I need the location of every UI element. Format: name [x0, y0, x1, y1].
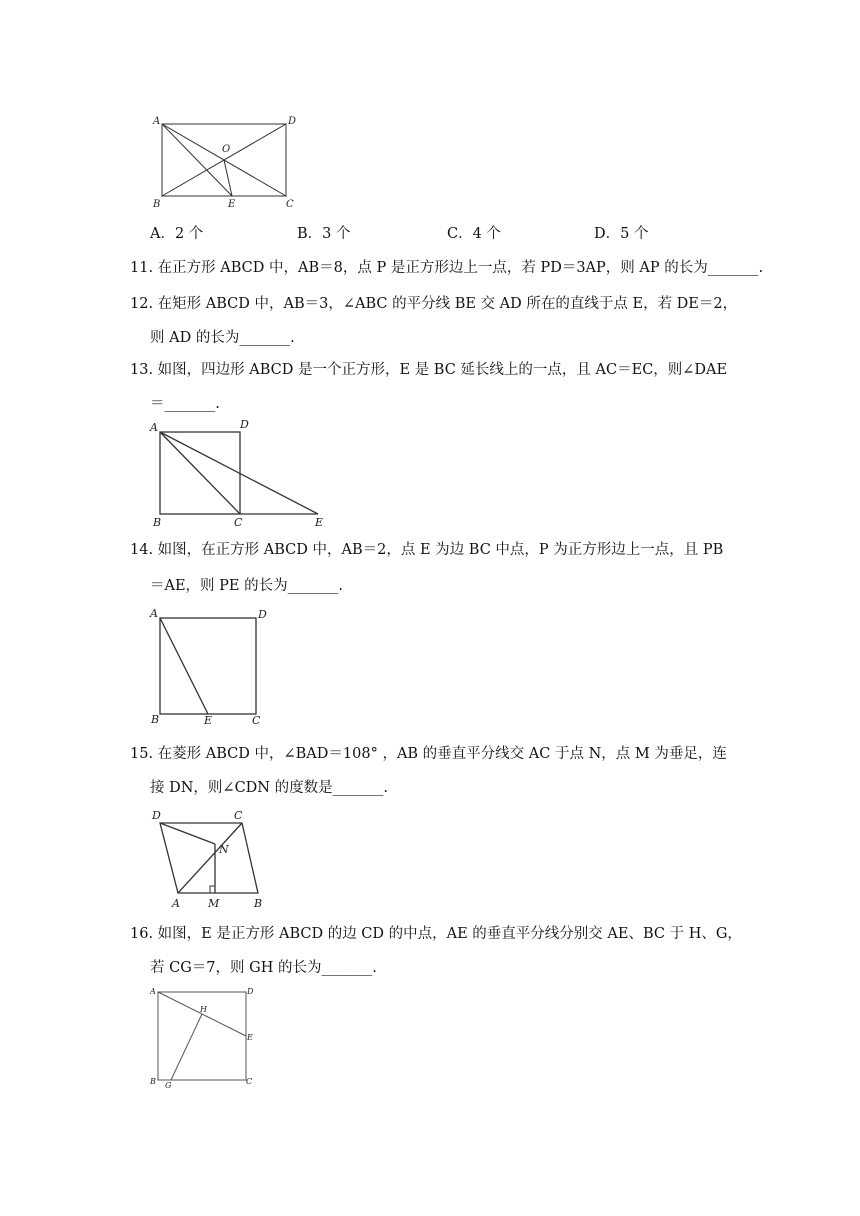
label-g: G: [165, 1081, 172, 1090]
question-16-line-2: 若 CG＝7，则 GH 的长为_______.: [150, 960, 377, 976]
segment-oe: [224, 160, 232, 196]
choice-b: B．3 个: [297, 226, 351, 242]
question-15-line-2: 接 DN，则∠CDN 的度数是_______.: [150, 780, 388, 796]
label-e: E: [228, 199, 236, 210]
label-a: A: [150, 421, 158, 434]
diagonal-ac: [160, 432, 240, 514]
question-14-line-2: ＝AE，则 PE 的长为_______.: [150, 578, 343, 594]
label-a: A: [153, 116, 161, 127]
label-e: E: [247, 1033, 253, 1042]
figure-square-extended: [148, 418, 338, 533]
question-15-line-1: 15. 在菱形 ABCD 中，∠BAD＝108° ，AB 的垂直平分线交 AC 于点 N，点 M 为垂足，连: [130, 746, 727, 762]
label-e: E: [204, 714, 213, 727]
label-d: D: [240, 418, 249, 431]
question-13-line-1: 13. 如图，四边形 ABCD 是一个正方形，E 是 BC 延长线上的一点，且 AC＝EC，则∠DAE: [130, 362, 728, 378]
segment-ae: [160, 618, 208, 714]
label-c: C: [234, 516, 243, 529]
square-abcd: [160, 618, 256, 714]
label-c: C: [286, 199, 294, 210]
label-a: A: [150, 987, 156, 996]
segment-dn: [160, 823, 215, 844]
label-d: D: [258, 608, 267, 621]
label-o: O: [222, 144, 231, 155]
figure-rhombus: [148, 806, 278, 911]
choice-c: C．4 个: [447, 226, 501, 242]
label-n: N: [219, 843, 229, 856]
rhombus-abcd: [160, 823, 258, 893]
label-b: B: [254, 897, 263, 910]
label-a: A: [172, 897, 180, 910]
label-d: D: [247, 987, 254, 996]
segment-ae: [160, 432, 318, 514]
label-d: D: [288, 116, 297, 127]
label-h: H: [200, 1005, 207, 1014]
label-a: A: [150, 607, 158, 620]
figure-square-ae: [148, 604, 278, 729]
question-11: 11. 在正方形 ABCD 中，AB＝8，点 P 是正方形边上一点，若 PD＝3AP，则 AP 的长为_______.: [130, 260, 764, 276]
label-m: M: [208, 897, 220, 910]
label-d: D: [152, 809, 161, 822]
question-14-line-1: 14. 如图，在正方形 ABCD 中，AB＝2，点 E 为边 BC 中点，P 为正方形边上一点，且 PB: [130, 542, 724, 558]
question-13-line-2: ＝_______.: [150, 396, 220, 412]
label-e: E: [315, 516, 324, 529]
label-b: B: [150, 1077, 156, 1086]
question-12-line-2: 则 AD 的长为_______.: [150, 330, 295, 346]
segment-hg: [171, 1014, 202, 1080]
figure-rectangle-diagonals: [150, 112, 300, 212]
choice-a: A．2 个: [150, 226, 204, 242]
label-c: C: [246, 1077, 253, 1086]
segment-ae: [162, 124, 232, 196]
label-c: C: [234, 809, 243, 822]
label-b: B: [153, 199, 161, 210]
right-angle-mark: [210, 886, 215, 893]
label-b: B: [153, 516, 162, 529]
label-c: C: [252, 714, 261, 727]
question-12-line-1: 12. 在矩形 ABCD 中，AB＝3，∠ABC 的平分线 BE 交 AD 所在的直线于点 E，若 DE＝2，: [130, 296, 738, 312]
figure-square-bisector: [148, 982, 268, 1092]
label-b: B: [151, 713, 160, 726]
question-16-line-1: 16. 如图，E 是正方形 ABCD 的边 CD 的中点，AE 的垂直平分线分别交 AE、BC 于 H、G，: [130, 926, 742, 942]
choice-d: D．5 个: [594, 226, 649, 242]
